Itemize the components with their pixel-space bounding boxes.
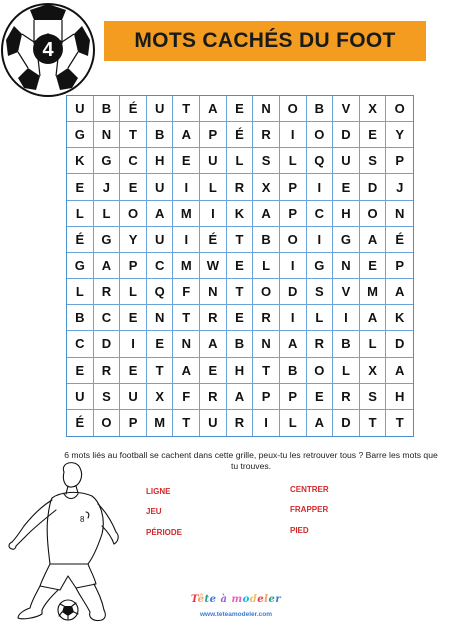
- grid-cell[interactable]: K: [386, 305, 413, 331]
- grid-cell[interactable]: É: [67, 227, 94, 253]
- grid-cell[interactable]: A: [200, 331, 227, 357]
- grid-cell[interactable]: H: [227, 358, 254, 384]
- grid-cell[interactable]: T: [147, 358, 174, 384]
- badge-number: 4: [42, 39, 54, 61]
- grid-cell[interactable]: U: [333, 148, 360, 174]
- grid-cell[interactable]: E: [67, 174, 94, 200]
- grid-cell[interactable]: S: [253, 148, 280, 174]
- grid-cell[interactable]: M: [173, 253, 200, 279]
- grid-cell[interactable]: X: [360, 96, 387, 122]
- grid-cell[interactable]: O: [360, 201, 387, 227]
- word-item-centrer: CENTRER: [290, 485, 329, 494]
- instructions-text: 6 mots liés au football se cachent dans cette grille, peux-tu les retrouver tous ? Barre les mots que tu trouves.: [64, 450, 438, 471]
- svg-text:8: 8: [80, 515, 85, 524]
- grid-cell[interactable]: R: [333, 384, 360, 410]
- grid-cell[interactable]: L: [307, 305, 334, 331]
- grid-cell[interactable]: D: [333, 410, 360, 436]
- grid-cell[interactable]: E: [227, 96, 254, 122]
- grid-cell[interactable]: R: [94, 279, 121, 305]
- grid-cell[interactable]: E: [173, 148, 200, 174]
- grid-cell[interactable]: R: [200, 305, 227, 331]
- grid-cell[interactable]: T: [227, 279, 254, 305]
- grid-cell[interactable]: I: [280, 122, 307, 148]
- grid-cell[interactable]: F: [173, 279, 200, 305]
- grid-cell[interactable]: L: [94, 201, 121, 227]
- grid-cell[interactable]: I: [307, 174, 334, 200]
- grid-cell[interactable]: T: [227, 227, 254, 253]
- logo: [180, 594, 292, 630]
- grid-cell[interactable]: I: [120, 331, 147, 357]
- grid-cell[interactable]: C: [307, 201, 334, 227]
- grid-cell[interactable]: H: [386, 384, 413, 410]
- grid-cell[interactable]: A: [386, 279, 413, 305]
- grid-cell[interactable]: G: [67, 122, 94, 148]
- word-item-frapper: FRAPPER: [290, 505, 329, 514]
- grid-cell[interactable]: N: [200, 279, 227, 305]
- grid-cell[interactable]: A: [173, 122, 200, 148]
- grid-cell[interactable]: U: [67, 96, 94, 122]
- grid-cell[interactable]: J: [94, 174, 121, 200]
- grid-cell[interactable]: A: [307, 410, 334, 436]
- grid-cell[interactable]: É: [67, 410, 94, 436]
- grid-cell[interactable]: P: [200, 122, 227, 148]
- grid-cell[interactable]: N: [253, 331, 280, 357]
- grid-cell[interactable]: N: [333, 253, 360, 279]
- grid-cell[interactable]: I: [173, 174, 200, 200]
- grid-cell[interactable]: E: [120, 358, 147, 384]
- grid-cell[interactable]: T: [173, 305, 200, 331]
- grid-cell[interactable]: E: [360, 122, 387, 148]
- grid-cell[interactable]: A: [360, 305, 387, 331]
- grid-cell[interactable]: L: [280, 148, 307, 174]
- grid-cell[interactable]: E: [67, 358, 94, 384]
- grid-cell[interactable]: P: [386, 253, 413, 279]
- grid-cell[interactable]: W: [200, 253, 227, 279]
- grid-cell[interactable]: L: [200, 174, 227, 200]
- grid-cell[interactable]: O: [253, 279, 280, 305]
- grid-cell[interactable]: X: [253, 174, 280, 200]
- grid-cell[interactable]: B: [67, 305, 94, 331]
- grid-cell[interactable]: X: [147, 384, 174, 410]
- grid-cell[interactable]: V: [333, 96, 360, 122]
- grid-cell[interactable]: P: [386, 148, 413, 174]
- word-item-periode: PÉRIODE: [146, 528, 183, 537]
- grid-cell[interactable]: C: [67, 331, 94, 357]
- grid-cell[interactable]: É: [227, 122, 254, 148]
- grid-cell[interactable]: G: [307, 253, 334, 279]
- grid-cell[interactable]: B: [147, 122, 174, 148]
- grid-cell[interactable]: O: [120, 201, 147, 227]
- grid-cell[interactable]: O: [280, 227, 307, 253]
- grid-cell[interactable]: O: [307, 122, 334, 148]
- grid-cell[interactable]: X: [360, 358, 387, 384]
- grid-cell[interactable]: N: [94, 122, 121, 148]
- grid-cell[interactable]: D: [94, 331, 121, 357]
- grid-cell[interactable]: B: [280, 358, 307, 384]
- title-banner: [104, 21, 426, 61]
- grid-cell[interactable]: P: [253, 384, 280, 410]
- grid-cell[interactable]: N: [253, 96, 280, 122]
- grid-cell[interactable]: D: [333, 122, 360, 148]
- grid-cell[interactable]: Q: [147, 279, 174, 305]
- grid-cell[interactable]: A: [253, 201, 280, 227]
- grid-cell[interactable]: B: [94, 96, 121, 122]
- grid-cell[interactable]: E: [200, 358, 227, 384]
- grid-cell[interactable]: É: [386, 227, 413, 253]
- grid-cell[interactable]: E: [307, 384, 334, 410]
- grid-cell[interactable]: G: [333, 227, 360, 253]
- word-search-grid: [66, 95, 414, 437]
- grid-cell[interactable]: T: [120, 122, 147, 148]
- grid-cell[interactable]: H: [147, 148, 174, 174]
- grid-cell[interactable]: N: [386, 201, 413, 227]
- grid-cell[interactable]: L: [120, 279, 147, 305]
- grid-cell[interactable]: É: [120, 96, 147, 122]
- grid-cell[interactable]: P: [280, 384, 307, 410]
- grid-cell[interactable]: K: [227, 201, 254, 227]
- grid-cell[interactable]: M: [173, 201, 200, 227]
- grid-cell[interactable]: L: [333, 358, 360, 384]
- grid-cell[interactable]: L: [360, 331, 387, 357]
- grid-cell[interactable]: G: [94, 227, 121, 253]
- grid-cell[interactable]: U: [200, 410, 227, 436]
- grid-cell[interactable]: T: [173, 410, 200, 436]
- grid-cell[interactable]: A: [280, 331, 307, 357]
- grid-cell[interactable]: B: [333, 331, 360, 357]
- grid-cell[interactable]: I: [307, 227, 334, 253]
- grid-cell[interactable]: U: [67, 384, 94, 410]
- soccer-ball-badge-icon: [0, 2, 96, 98]
- grid-cell[interactable]: O: [386, 96, 413, 122]
- grid-cell[interactable]: E: [120, 305, 147, 331]
- grid-cell[interactable]: S: [307, 279, 334, 305]
- grid-cell[interactable]: H: [333, 201, 360, 227]
- grid-cell[interactable]: I: [333, 305, 360, 331]
- grid-cell[interactable]: I: [280, 305, 307, 331]
- grid-cell[interactable]: C: [120, 148, 147, 174]
- grid-cell[interactable]: B: [253, 227, 280, 253]
- grid-cell[interactable]: A: [227, 384, 254, 410]
- grid-cell[interactable]: A: [386, 358, 413, 384]
- grid-cell[interactable]: L: [280, 410, 307, 436]
- grid-cell[interactable]: N: [147, 305, 174, 331]
- grid-cell[interactable]: R: [94, 358, 121, 384]
- grid-cell[interactable]: E: [147, 331, 174, 357]
- grid-cell[interactable]: A: [147, 201, 174, 227]
- grid-cell[interactable]: N: [173, 331, 200, 357]
- grid-cell[interactable]: I: [200, 201, 227, 227]
- word-item-jeu: JEU: [146, 507, 162, 516]
- grid-cell[interactable]: R: [200, 384, 227, 410]
- grid-cell[interactable]: O: [94, 410, 121, 436]
- grid-cell[interactable]: F: [173, 384, 200, 410]
- grid-cell[interactable]: L: [227, 148, 254, 174]
- logo-brand: Tête à modeler: [190, 594, 282, 605]
- logo-url: www.teteamodeler.com: [199, 611, 272, 618]
- grid-cell[interactable]: D: [360, 174, 387, 200]
- grid-cell[interactable]: C: [147, 253, 174, 279]
- grid-cell[interactable]: J: [386, 174, 413, 200]
- grid-cell[interactable]: Y: [386, 122, 413, 148]
- grid-cell[interactable]: T: [360, 410, 387, 436]
- grid-cell[interactable]: Y: [120, 227, 147, 253]
- grid-cell[interactable]: I: [280, 253, 307, 279]
- word-item-pied: PIED: [290, 526, 309, 535]
- grid-cells: [67, 96, 413, 436]
- grid-cell[interactable]: E: [227, 305, 254, 331]
- grid-cell[interactable]: E: [120, 174, 147, 200]
- grid-cell[interactable]: A: [94, 253, 121, 279]
- grid-cell[interactable]: S: [360, 148, 387, 174]
- grid-cell[interactable]: I: [173, 227, 200, 253]
- grid-cell[interactable]: D: [386, 331, 413, 357]
- grid-cell[interactable]: U: [120, 384, 147, 410]
- grid-cell[interactable]: P: [280, 174, 307, 200]
- grid-cell[interactable]: P: [280, 201, 307, 227]
- grid-cell[interactable]: U: [147, 174, 174, 200]
- football-player-illustration: [2, 460, 122, 630]
- grid-cell[interactable]: P: [120, 410, 147, 436]
- grid-cell[interactable]: O: [280, 96, 307, 122]
- grid-cell[interactable]: M: [360, 279, 387, 305]
- grid-cell[interactable]: L: [67, 279, 94, 305]
- grid-cell[interactable]: L: [253, 253, 280, 279]
- page-title: MOTS CACHÉS DU FOOT: [134, 29, 396, 52]
- grid-cell[interactable]: M: [147, 410, 174, 436]
- grid-cell[interactable]: R: [253, 122, 280, 148]
- grid-cell[interactable]: K: [67, 148, 94, 174]
- grid-cell[interactable]: Q: [307, 148, 334, 174]
- word-item-ligne: LIGNE: [146, 487, 171, 496]
- grid-cell[interactable]: R: [227, 174, 254, 200]
- grid-cell[interactable]: C: [94, 305, 121, 331]
- grid-cell[interactable]: U: [147, 227, 174, 253]
- grid-cell[interactable]: R: [253, 305, 280, 331]
- grid-cell[interactable]: E: [360, 253, 387, 279]
- grid-cell[interactable]: É: [200, 227, 227, 253]
- grid-cell[interactable]: S: [94, 384, 121, 410]
- grid-cell[interactable]: E: [333, 174, 360, 200]
- grid-cell[interactable]: I: [253, 410, 280, 436]
- grid-cell[interactable]: G: [67, 253, 94, 279]
- grid-cell[interactable]: G: [94, 148, 121, 174]
- grid-cell[interactable]: T: [253, 358, 280, 384]
- grid-cell[interactable]: S: [360, 384, 387, 410]
- grid-cell[interactable]: U: [147, 96, 174, 122]
- grid-cell[interactable]: A: [173, 358, 200, 384]
- grid-cell[interactable]: R: [227, 410, 254, 436]
- grid-cell[interactable]: A: [360, 227, 387, 253]
- grid-cell[interactable]: R: [307, 331, 334, 357]
- grid-cell[interactable]: O: [307, 358, 334, 384]
- grid-cell[interactable]: V: [333, 279, 360, 305]
- grid-cell[interactable]: E: [227, 253, 254, 279]
- grid-cell[interactable]: T: [395, 415, 404, 431]
- grid-cell[interactable]: B: [307, 96, 334, 122]
- grid-cell[interactable]: A: [200, 96, 227, 122]
- grid-cell[interactable]: T: [173, 96, 200, 122]
- grid-cell[interactable]: D: [280, 279, 307, 305]
- grid-cell[interactable]: P: [120, 253, 147, 279]
- grid-cell[interactable]: B: [227, 331, 254, 357]
- grid-cell[interactable]: U: [200, 148, 227, 174]
- grid-cell[interactable]: L: [67, 201, 94, 227]
